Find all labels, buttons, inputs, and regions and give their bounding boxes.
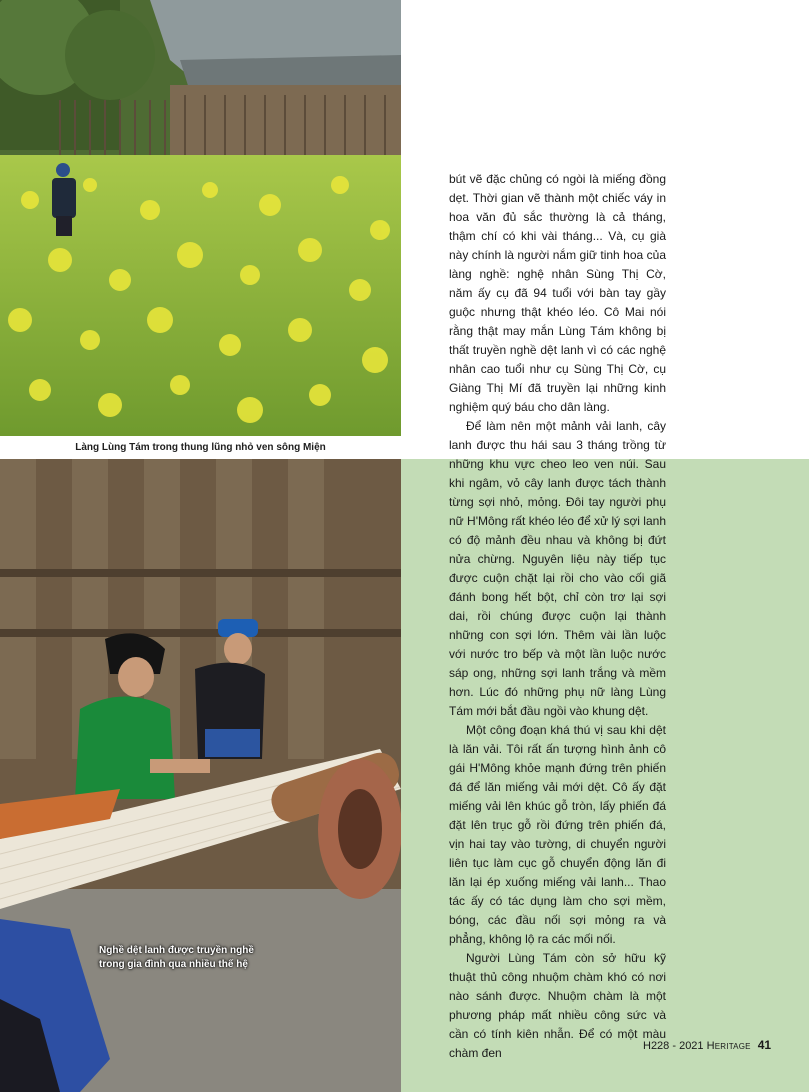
page-footer xyxy=(643,1038,771,1054)
page-number: 41 xyxy=(757,1038,772,1052)
article-body xyxy=(449,170,666,1063)
article-paragraph-1: bút vẽ đặc chủng có ngòi là miếng đồng dẹt. Thời gian vẽ thành một chiếc váy in hoa văn đủ sắc thường là cả tháng, thậm chí có khi vài tháng... Và, cụ già này chính là người nắm giữ tinh hoa của làng nghề: nghệ nhân Sùng Thị Cờ, năm ấy cụ đã 94 tuổi với bàn tay gầy guộc nhưng thật khéo léo. Cô Mai nói rằng thật may mắn Lùng Tám không bị thất truyền nghề dệt lanh vì có các nghệ nhân cao tuổi như cụ Sùng Thị Cờ, cụ Giàng Thị Mí đã truyền lại những kinh nghiệm quý báu cho dân làng. xyxy=(449,172,666,414)
village-photo-caption: Làng Lùng Tám trong thung lũng nhỏ ven sông Miện xyxy=(0,436,401,459)
article-paragraph-4: Người Lùng Tám còn sở hữu kỹ thuật thủ công nhuộm chàm khó có nơi nào sánh được. Nhuộm chàm là một phương pháp mất nhiều công sức và cần có tính kiên nhẫn. Để có một màu chàm đen xyxy=(449,951,666,1060)
weaving-photo xyxy=(0,459,401,1092)
village-photo xyxy=(0,0,401,436)
magazine-brand: Heritage xyxy=(706,1040,751,1052)
weaving-photo-caption xyxy=(99,944,289,972)
issue-label: H228 - 2021 xyxy=(643,1040,704,1052)
weaving-photo-illustration xyxy=(0,459,401,1092)
weaving-caption-line-2: trong gia đình qua nhiều thế hệ xyxy=(99,959,248,970)
article-paragraph-3: Một công đoạn khá thú vị sau khi dệt là lăn vải. Tôi rất ấn tượng hình ảnh cô gái H'Mông khỏe mạnh đứng trên phiến đá để lăn miếng vải mới dệt. Cô ấy đặt miếng vải lên khúc gỗ tròn, lấy phiến đá đặt lên trục gỗ rồi đứng trên phiến đá, vịn hai tay vào tường, di chuyển người liên tục làm cục gỗ chuyển động lăn đi lăn lại ép xuống miếng vải lanh... Thao tác ấy có tác dụng làm cho sợi mềm, bóng, các đầu nối sợi mỏng ra và phẳng, không lộ ra các mối nối. xyxy=(449,723,666,946)
village-photo-illustration xyxy=(0,0,401,436)
article-paragraph-2: Để làm nên một mảnh vải lanh, cây lanh được thu hái sau 3 tháng trồng từ những khu vực cheo leo ven núi. Sau khi ngâm, vỏ cây lanh được tách thành từng sợi nhỏ, mỏng. Đôi tay người phụ nữ H'Mông rất khéo léo để xử lý sợi lanh có độ mảnh đều nhau và không bị đứt nửa chừng. Nguyên liệu này tiếp tục được cuộn chặt lại rồi cho vào cối giã đánh bong hết bột, chỉ còn trơ lại sợi dai, rồi chúng được cuộn lại thành những con sợi lớn. Thêm vài lần luộc với nước tro bếp và một lần luộc nước sáp ong, những sợi lanh trắng và mềm hơn. Lúc đó những phụ nữ làng Lùng Tám mới bắt đầu ngồi vào khung dệt. xyxy=(449,419,666,718)
weaving-caption-line-1: Nghề dệt lanh được truyền nghề xyxy=(99,945,254,956)
